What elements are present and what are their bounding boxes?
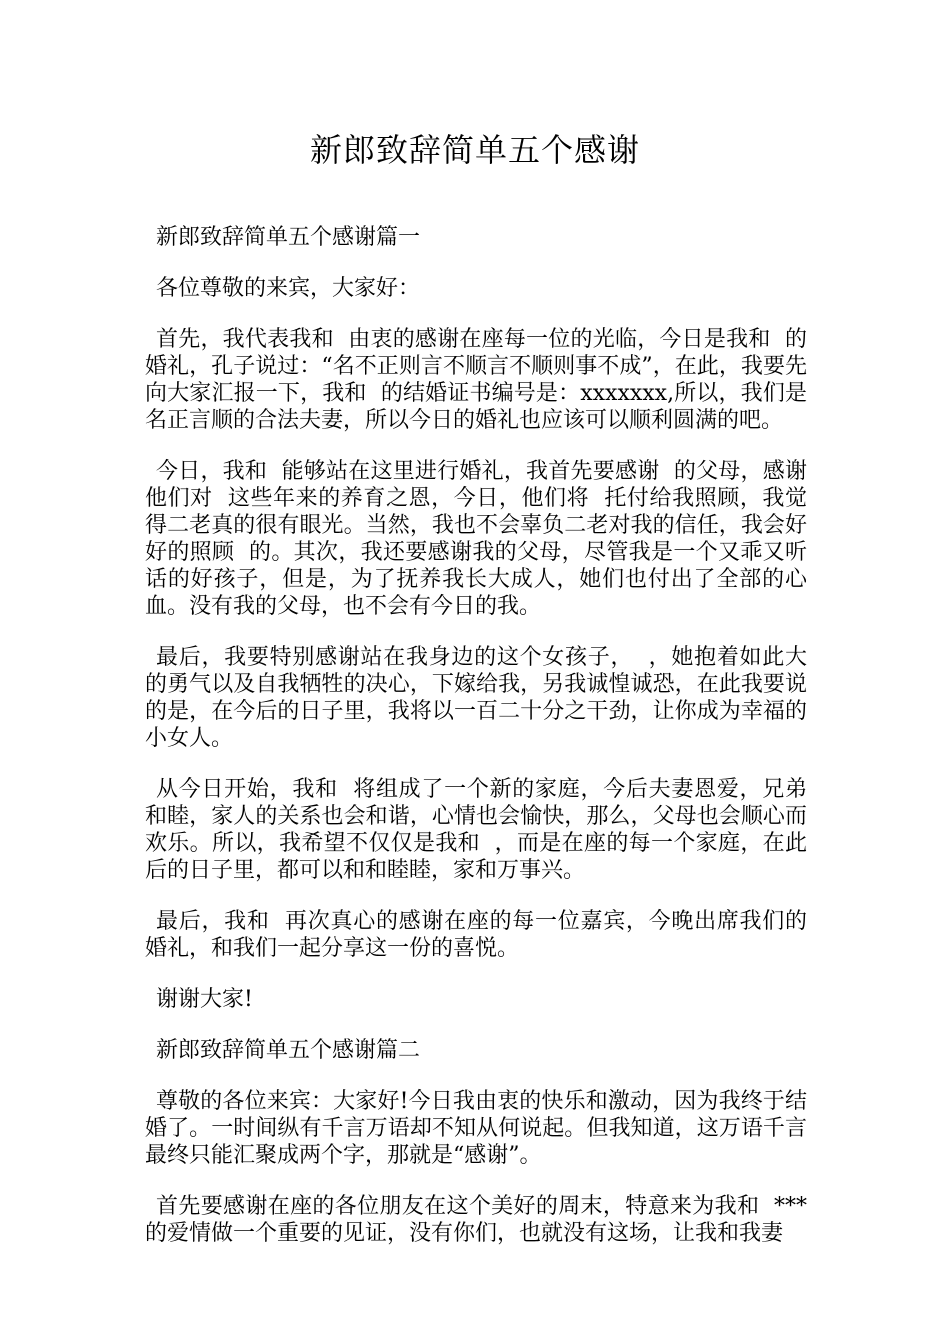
body-paragraph: 尊敬的各位来宾：大家好!今日我由衷的快乐和激动，因为我终于结婚了。一时间纵有千言万语却不知从何说起。但我知道，这万语千言最终只能汇聚成两个字，那就是“感谢”。 xyxy=(145,1089,807,1168)
document-body xyxy=(145,224,807,1269)
body-paragraph: 最后，我和 再次真心的感谢在座的每一位嘉宾，今晚出席我们的婚礼，和我们一起分享这一份的喜悦。 xyxy=(145,909,807,961)
body-paragraph: 首先，我代表我和 由衷的感谢在座每一位的光临，今日是我和 的婚礼，孔子说过：“名不正则言不顺言不顺则事不成”，在此，我要先向大家汇报一下，我和 的结婚证书编号是：xxxxxxx,所以，我们是名正言顺的合法夫妻，所以今日的婚礼也应该可以顺利圆满的吧。 xyxy=(145,327,807,433)
section-heading-2: 新郎致辞简单五个感谢篇二 xyxy=(156,1038,421,1063)
document-title: 新郎致辞简单五个感谢 xyxy=(309,131,640,169)
closing-paragraph: 谢谢大家! xyxy=(156,987,253,1012)
body-paragraph: 今日，我和 能够站在这里进行婚礼，我首先要感谢 的父母，感谢他们对 这些年来的养育之恩，今日，他们将 托付给我照顾，我觉得二老真的很有眼光。当然，我也不会辜负二老对我的信任，我会好好的照顾 的。其次，我还要感谢我的父母，尽管我是一个又乖又听话的好孩子，但是，为了抚养我长大成人，她们也付出了全部的心血。没有我的父母，也不会有今日的我。 xyxy=(145,459,807,619)
body-paragraph: 最后，我要特别感谢站在我身边的这个女孩子， ，她抱着如此大的勇气以及自我牺牲的决心，下嫁给我，另我诚惶诚恐，在此我要说的是，在今后的日子里，我将以一百二十分之干劲，让你成为幸福的小女人。 xyxy=(145,645,807,751)
section-heading-1: 新郎致辞简单五个感谢篇一 xyxy=(156,225,421,250)
body-paragraph: 从今日开始，我和 将组成了一个新的家庭，今后夫妻恩爱，兄弟和睦，家人的关系也会和谐，心情也会愉快，那么，父母也会顺心而欢乐。所以，我希望不仅仅是我和 ，而是在座的每一个家庭，在此后的日子里，都可以和和睦睦，家和万事兴。 xyxy=(145,777,807,883)
greeting-paragraph: 各位尊敬的来宾，大家好： xyxy=(156,276,421,301)
body-paragraph: 首先要感谢在座的各位朋友在这个美好的周末，特意来为我和 ***的爱情做一个重要的见证，没有你们，也就没有这场，让我和我妻 xyxy=(145,1194,807,1246)
